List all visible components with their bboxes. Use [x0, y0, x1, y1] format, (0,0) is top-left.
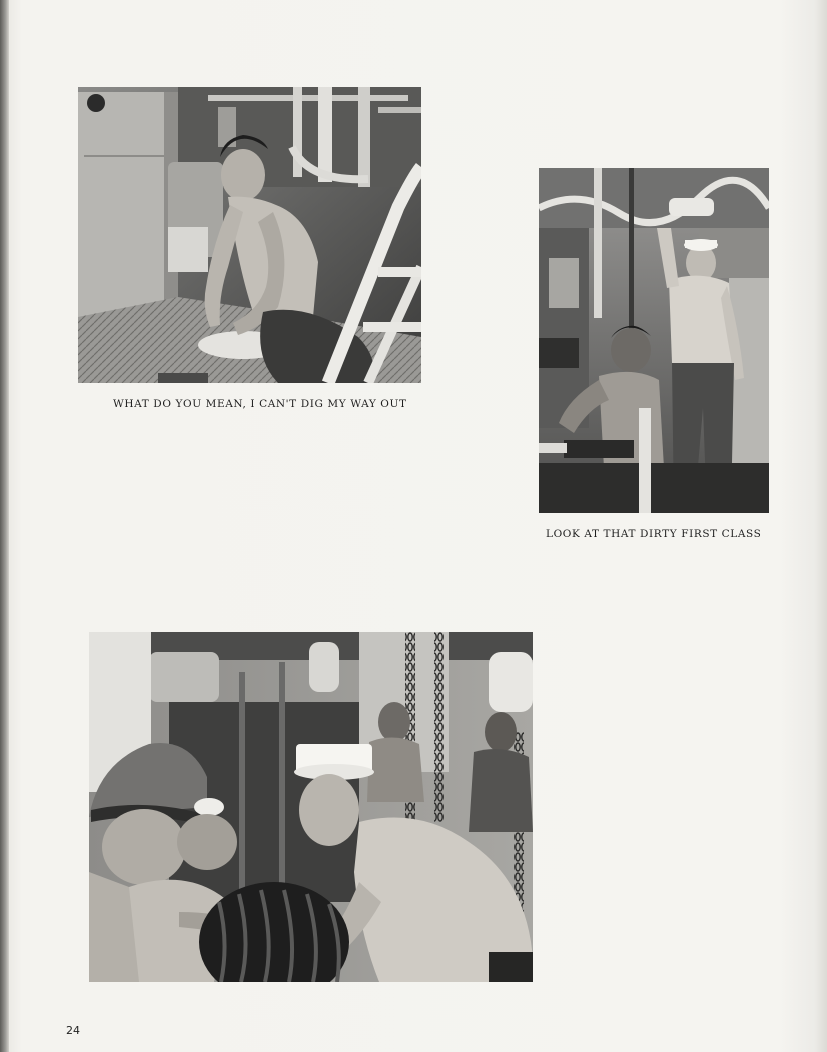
photo-dirty-first-class-image [539, 168, 769, 513]
photo-dirty-first-class-caption: LOOK AT THAT DIRTY FIRST CLASS [546, 528, 762, 540]
photo-sailor-digging [78, 87, 421, 383]
photo-sailors-hose-image [89, 632, 533, 982]
photo-sailor-digging-image [78, 87, 421, 383]
photo-sailor-digging-caption: WHAT DO YOU MEAN, I CAN'T DIG MY WAY OUT [113, 398, 407, 410]
photo-sailors-hose [89, 632, 533, 982]
page-binding-edge [0, 0, 9, 1052]
photo-dirty-first-class [539, 168, 769, 513]
page-number: 24 [66, 1024, 80, 1037]
